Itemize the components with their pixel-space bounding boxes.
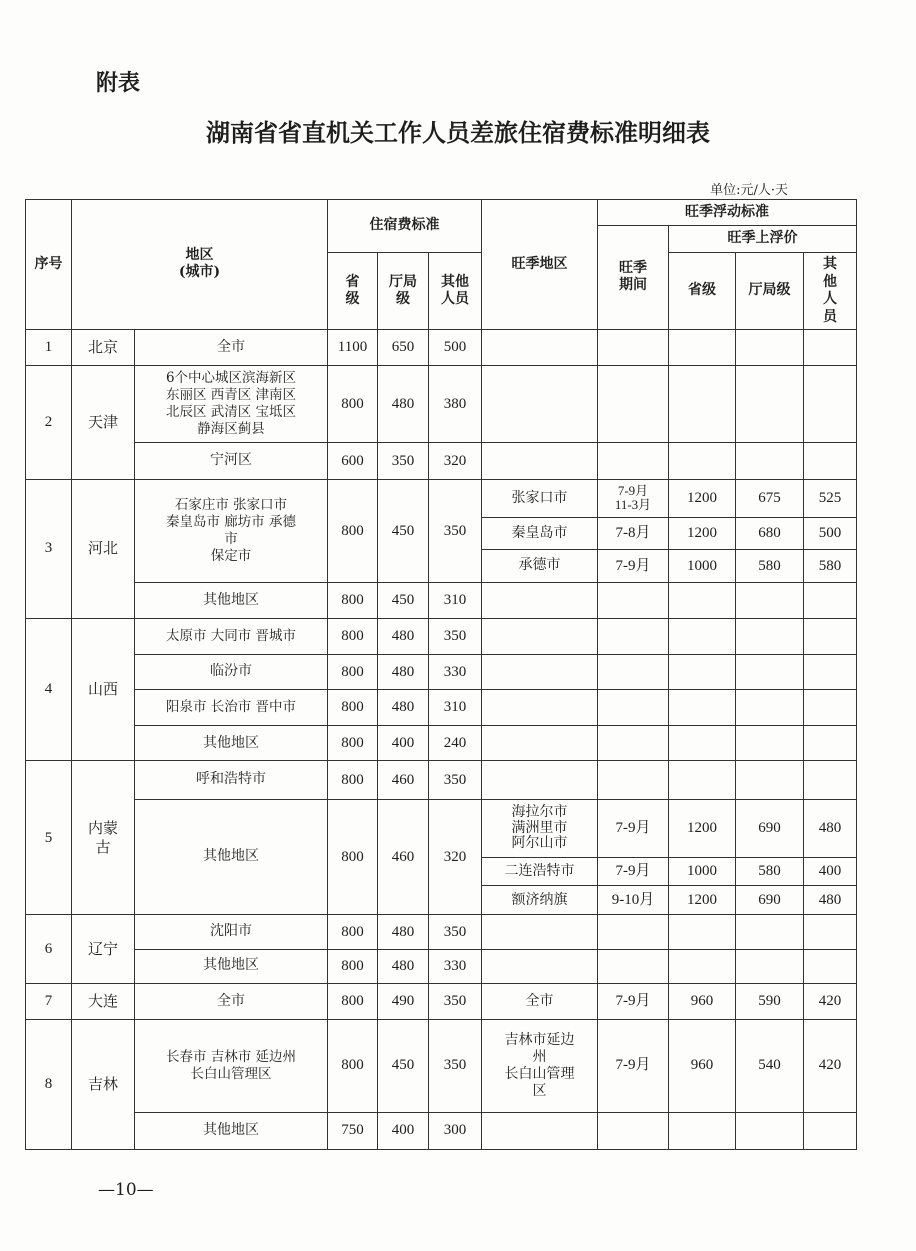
dept-level-cell: 400 (378, 726, 429, 761)
table-row (26, 726, 857, 761)
peak-period-cell: 7-8月 (598, 517, 669, 549)
peak-region-cell: 张家口市 (482, 479, 598, 517)
col-up-dept-header: 厅局级 (736, 253, 804, 329)
dept-level-cell: 450 (378, 583, 429, 618)
city-cell: 其他地区 (135, 583, 328, 618)
other-level-cell: 380 (429, 366, 482, 443)
other-level-cell: 350 (429, 1020, 482, 1113)
uplift-other-cell: 420 (804, 1020, 857, 1113)
city-cell: 沈阳市 (135, 915, 328, 949)
table-row (26, 479, 857, 517)
dept-level-cell: 650 (378, 329, 429, 365)
peak-region-cell: 承德市 (482, 550, 598, 583)
empty-cell (736, 654, 804, 689)
empty-cell (804, 1112, 857, 1149)
empty-cell (736, 443, 804, 479)
empty-cell (804, 915, 857, 949)
uplift-dept-cell: 580 (736, 550, 804, 583)
other-level-cell: 300 (429, 1112, 482, 1149)
empty-cell (804, 618, 857, 654)
col-up-other-header: 其 他 人 员 (804, 253, 857, 329)
dept-level-cell: 450 (378, 479, 429, 583)
col-peak-period-header: 旺季 期间 (598, 226, 669, 330)
empty-cell (482, 949, 598, 983)
empty-cell (804, 583, 857, 618)
dept-level-cell: 460 (378, 761, 429, 799)
uplift-other-cell: 580 (804, 550, 857, 583)
peak-period-cell: 7-9月 (598, 550, 669, 583)
city-cell: 其他地区 (135, 949, 328, 983)
empty-cell (669, 726, 736, 761)
empty-cell (736, 329, 804, 365)
table-row (26, 690, 857, 726)
peak-region-cell: 秦皇岛市 (482, 517, 598, 549)
table-row (26, 761, 857, 799)
dept-level-cell: 450 (378, 1020, 429, 1113)
prov-level-cell: 800 (328, 583, 378, 618)
empty-cell (482, 915, 598, 949)
prov-level-cell: 800 (328, 726, 378, 761)
document-title: 湖南省省直机关工作人员差旅住宿费标准明细表 (206, 118, 710, 147)
empty-cell (736, 583, 804, 618)
peak-region-cell: 全市 (482, 983, 598, 1019)
empty-cell (804, 329, 857, 365)
empty-cell (598, 618, 669, 654)
peak-region-cell: 二连浩特市 (482, 858, 598, 886)
city-cell: 阳泉市 长治市 晋中市 (135, 690, 328, 726)
city-cell: 全市 (135, 983, 328, 1019)
empty-cell (669, 443, 736, 479)
table-row (26, 329, 857, 365)
city-cell: 6个中心城区滨海新区 东丽区 西青区 津南区 北辰区 武清区 宝坻区 静海区蓟县 (135, 366, 328, 443)
prov-level-cell: 800 (328, 915, 378, 949)
other-level-cell: 350 (429, 983, 482, 1019)
seq-cell: 2 (26, 366, 72, 480)
prov-level-cell: 800 (328, 799, 378, 915)
province-cell: 天津 (72, 366, 135, 480)
other-level-cell: 310 (429, 583, 482, 618)
col-dept-header: 厅局 级 (378, 253, 429, 329)
table-row (26, 915, 857, 949)
seq-cell: 6 (26, 915, 72, 983)
table-row (26, 949, 857, 983)
col-other-header: 其他 人员 (429, 253, 482, 329)
empty-cell (482, 366, 598, 443)
seq-cell: 3 (26, 479, 72, 618)
other-level-cell: 350 (429, 915, 482, 949)
empty-cell (598, 915, 669, 949)
table-row (26, 799, 857, 857)
col-region-header: 地区 (城市) (72, 200, 328, 330)
dept-level-cell: 480 (378, 915, 429, 949)
empty-cell (804, 761, 857, 799)
empty-cell (669, 583, 736, 618)
header-row-1 (26, 200, 857, 226)
empty-cell (598, 949, 669, 983)
empty-cell (669, 915, 736, 949)
prov-level-cell: 600 (328, 443, 378, 479)
unit-note: 单位:元/人·天 (710, 183, 788, 198)
empty-cell (804, 366, 857, 443)
empty-cell (804, 726, 857, 761)
uplift-prov-cell: 1000 (669, 858, 736, 886)
empty-cell (736, 726, 804, 761)
table-row (26, 443, 857, 479)
seq-cell: 7 (26, 983, 72, 1019)
uplift-prov-cell: 1200 (669, 517, 736, 549)
uplift-other-cell: 400 (804, 858, 857, 886)
empty-cell (736, 690, 804, 726)
empty-cell (598, 366, 669, 443)
uplift-dept-cell: 540 (736, 1020, 804, 1113)
empty-cell (598, 583, 669, 618)
table-row (26, 583, 857, 618)
peak-region-cell: 海拉尔市 满洲里市 阿尔山市 (482, 799, 598, 857)
uplift-dept-cell: 675 (736, 479, 804, 517)
dept-level-cell: 480 (378, 618, 429, 654)
city-cell: 全市 (135, 329, 328, 365)
dept-level-cell: 480 (378, 690, 429, 726)
empty-cell (736, 761, 804, 799)
empty-cell (598, 654, 669, 689)
dept-level-cell: 490 (378, 983, 429, 1019)
prov-level-cell: 800 (328, 654, 378, 689)
empty-cell (669, 1112, 736, 1149)
uplift-other-cell: 525 (804, 479, 857, 517)
uplift-other-cell: 480 (804, 886, 857, 915)
empty-cell (669, 366, 736, 443)
peak-region-cell: 吉林市延边 州 长白山管理 区 (482, 1020, 598, 1113)
province-cell: 内蒙 古 (72, 761, 135, 915)
appendix-label: 附表 (96, 71, 141, 96)
empty-cell (598, 329, 669, 365)
empty-cell (669, 618, 736, 654)
uplift-other-cell: 480 (804, 799, 857, 857)
empty-cell (598, 761, 669, 799)
empty-cell (804, 654, 857, 689)
other-level-cell: 330 (429, 654, 482, 689)
empty-cell (482, 1112, 598, 1149)
other-level-cell: 330 (429, 949, 482, 983)
dept-level-cell: 460 (378, 799, 429, 915)
dept-level-cell: 350 (378, 443, 429, 479)
empty-cell (736, 915, 804, 949)
province-cell: 河北 (72, 479, 135, 618)
empty-cell (482, 654, 598, 689)
prov-level-cell: 750 (328, 1112, 378, 1149)
page-number: —10— (98, 1180, 154, 1200)
peak-region-cell: 额济纳旗 (482, 886, 598, 915)
empty-cell (598, 726, 669, 761)
col-seq-header: 序号 (26, 200, 72, 330)
uplift-dept-cell: 690 (736, 799, 804, 857)
uplift-prov-cell: 960 (669, 983, 736, 1019)
empty-cell (736, 366, 804, 443)
peak-period-cell: 7-9月 (598, 799, 669, 857)
province-cell: 吉林 (72, 1020, 135, 1150)
peak-period-cell: 9-10月 (598, 886, 669, 915)
col-float-group-header: 旺季浮动标准 (598, 200, 857, 226)
city-cell: 太原市 大同市 晋城市 (135, 618, 328, 654)
table-row (26, 1020, 857, 1113)
empty-cell (736, 1112, 804, 1149)
uplift-dept-cell: 590 (736, 983, 804, 1019)
col-std-group-header: 住宿费标准 (328, 200, 482, 253)
peak-period-cell: 7-9月 (598, 1020, 669, 1113)
table-row (26, 654, 857, 689)
other-level-cell: 310 (429, 690, 482, 726)
empty-cell (598, 690, 669, 726)
city-cell: 长春市 吉林市 延边州 长白山管理区 (135, 1020, 328, 1113)
city-cell: 其他地区 (135, 726, 328, 761)
city-cell: 宁河区 (135, 443, 328, 479)
empty-cell (482, 726, 598, 761)
seq-cell: 1 (26, 329, 72, 365)
dept-level-cell: 480 (378, 366, 429, 443)
empty-cell (804, 949, 857, 983)
empty-cell (804, 690, 857, 726)
uplift-dept-cell: 690 (736, 886, 804, 915)
uplift-prov-cell: 960 (669, 1020, 736, 1113)
seq-cell: 8 (26, 1020, 72, 1150)
prov-level-cell: 800 (328, 983, 378, 1019)
empty-cell (804, 443, 857, 479)
uplift-other-cell: 500 (804, 517, 857, 549)
empty-cell (598, 443, 669, 479)
peak-period-cell: 7-9月 (598, 983, 669, 1019)
empty-cell (482, 443, 598, 479)
city-cell: 临汾市 (135, 654, 328, 689)
empty-cell (669, 949, 736, 983)
city-cell: 呼和浩特市 (135, 761, 328, 799)
other-level-cell: 500 (429, 329, 482, 365)
table-row (26, 366, 857, 443)
prov-level-cell: 800 (328, 479, 378, 583)
prov-level-cell: 1100 (328, 329, 378, 365)
province-cell: 山西 (72, 618, 135, 761)
other-level-cell: 350 (429, 479, 482, 583)
col-peak-region-header: 旺季地区 (482, 200, 598, 330)
seq-cell: 5 (26, 761, 72, 915)
province-cell: 北京 (72, 329, 135, 365)
col-up-prov-header: 省级 (669, 253, 736, 329)
table-row (26, 983, 857, 1019)
uplift-other-cell: 420 (804, 983, 857, 1019)
peak-period-cell: 7-9月 11-3月 (598, 479, 669, 517)
empty-cell (736, 618, 804, 654)
city-cell: 石家庄市 张家口市 秦皇岛市 廊坊市 承德 市 保定市 (135, 479, 328, 583)
empty-cell (669, 329, 736, 365)
prov-level-cell: 800 (328, 618, 378, 654)
dept-level-cell: 480 (378, 949, 429, 983)
empty-cell (598, 1112, 669, 1149)
empty-cell (482, 761, 598, 799)
uplift-dept-cell: 680 (736, 517, 804, 549)
uplift-prov-cell: 1000 (669, 550, 736, 583)
uplift-dept-cell: 580 (736, 858, 804, 886)
prov-level-cell: 800 (328, 366, 378, 443)
province-cell: 大连 (72, 983, 135, 1019)
seq-cell: 4 (26, 618, 72, 761)
prov-level-cell: 800 (328, 690, 378, 726)
empty-cell (669, 761, 736, 799)
uplift-prov-cell: 1200 (669, 799, 736, 857)
other-level-cell: 320 (429, 443, 482, 479)
dept-level-cell: 480 (378, 654, 429, 689)
col-uplift-group-header: 旺季上浮价 (669, 226, 857, 253)
table-row (26, 1112, 857, 1149)
empty-cell (669, 690, 736, 726)
col-prov-header: 省 级 (328, 253, 378, 329)
dept-level-cell: 400 (378, 1112, 429, 1149)
other-level-cell: 320 (429, 799, 482, 915)
prov-level-cell: 800 (328, 761, 378, 799)
empty-cell (669, 654, 736, 689)
peak-period-cell: 7-9月 (598, 858, 669, 886)
empty-cell (482, 329, 598, 365)
city-cell: 其他地区 (135, 799, 328, 915)
empty-cell (482, 583, 598, 618)
uplift-prov-cell: 1200 (669, 479, 736, 517)
empty-cell (736, 949, 804, 983)
province-cell: 辽宁 (72, 915, 135, 983)
empty-cell (482, 690, 598, 726)
empty-cell (482, 618, 598, 654)
other-level-cell: 350 (429, 761, 482, 799)
other-level-cell: 240 (429, 726, 482, 761)
city-cell: 其他地区 (135, 1112, 328, 1149)
lodging-standard-table (25, 199, 857, 1150)
uplift-prov-cell: 1200 (669, 886, 736, 915)
prov-level-cell: 800 (328, 949, 378, 983)
other-level-cell: 350 (429, 618, 482, 654)
prov-level-cell: 800 (328, 1020, 378, 1113)
table-row (26, 618, 857, 654)
